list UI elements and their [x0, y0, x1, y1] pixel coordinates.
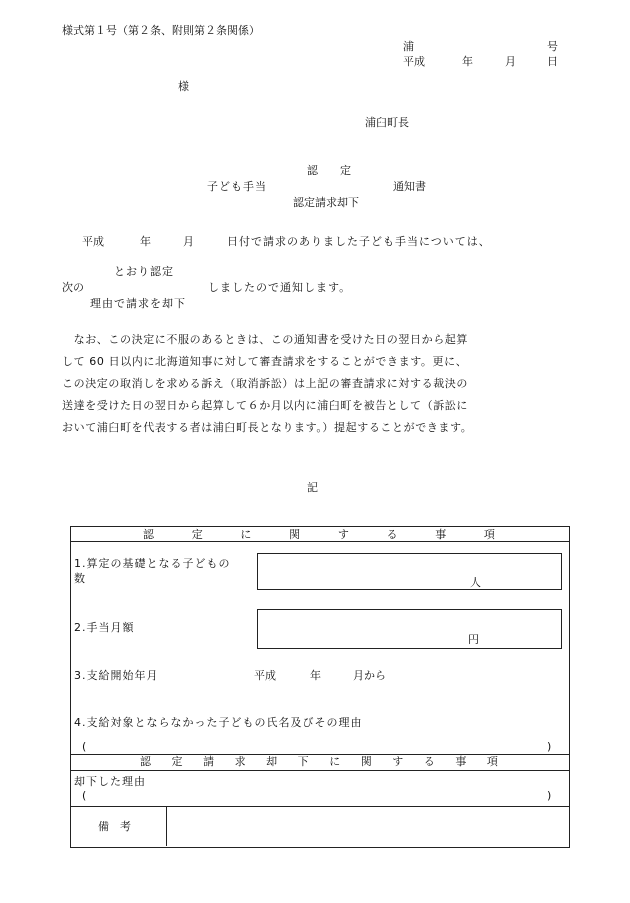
- date-heisei: 平成: [403, 55, 425, 68]
- child-count-field[interactable]: [257, 553, 562, 590]
- section1-header-char: す: [337, 528, 349, 541]
- section2-header-char: に: [329, 755, 341, 768]
- date-tsuki: 月: [505, 55, 516, 68]
- rejection-paren-open: (: [82, 789, 87, 802]
- item3-label: 3.支給開始年月: [74, 669, 159, 682]
- section1-header-char: 事: [435, 528, 447, 541]
- section2-header-char: 求: [234, 755, 246, 768]
- intro-rest: 日付で請求のありました子ども手当については、: [227, 235, 491, 248]
- rejection-paren-close: ): [547, 789, 552, 802]
- section2-header-char: 下: [297, 755, 309, 768]
- section2-header-char: 請: [203, 755, 215, 768]
- remarks-label: 備 考: [98, 820, 131, 833]
- notice-line: この決定の取消しを求める訴え（取消訴訟）は上記の審査請求に対する裁決の: [62, 377, 468, 390]
- section2-header-char: 事: [455, 755, 467, 768]
- item3-kara: 月から: [353, 669, 386, 682]
- title-kyakka: 認定請求却下: [293, 196, 359, 209]
- section2-header-char: 関: [360, 755, 372, 768]
- monthly-amount-unit: 円: [468, 633, 479, 646]
- title-right: 通知書: [393, 180, 426, 193]
- remarks-divider: [70, 806, 569, 807]
- rejection-reason-label: 却下した理由: [74, 775, 146, 788]
- form-number: 様式第１号（第２条、附則第２条関係）: [62, 24, 260, 37]
- section2-header-char: 却: [266, 755, 278, 768]
- section2-header-char: す: [392, 755, 404, 768]
- title-nintei: 認 定: [307, 164, 351, 177]
- section1-header-divider: [70, 541, 569, 542]
- intro-option-nintei: とおり認定: [114, 265, 174, 278]
- item3-heisei: 平成: [254, 669, 276, 682]
- section1-header-char: 関: [289, 528, 301, 541]
- monthly-amount-field[interactable]: [257, 609, 562, 649]
- section1-header: [143, 527, 495, 542]
- remarks-field[interactable]: [168, 808, 566, 845]
- title-left: 子ども手当: [207, 180, 267, 193]
- item3-nen: 年: [310, 669, 321, 682]
- ki-label: 記: [307, 481, 318, 494]
- notice-line: して 60 日以内に北海道知事に対して審査請求をすることができます。更に、: [62, 355, 468, 368]
- section1-header-char: 認: [143, 528, 154, 541]
- section1-header-char: 項: [483, 528, 495, 541]
- intro-tsuki: 月: [183, 235, 194, 248]
- section1-header-char: に: [240, 528, 252, 541]
- intro-option-kyakka: 理由で請求を却下: [90, 297, 186, 310]
- item1-label-line2: 数: [74, 572, 85, 585]
- date-nen: 年: [462, 55, 473, 68]
- intro-shimashita: しましたので通知します。: [208, 281, 352, 294]
- item4-paren-open: (: [82, 740, 87, 753]
- intro-nen: 年: [140, 235, 151, 248]
- notice-line: おいて浦臼町を代表する者は浦臼町長となります。）提起することができます。: [62, 421, 473, 434]
- section2-header-char: 項: [486, 755, 498, 768]
- issuer-mayor: 浦臼町長: [365, 116, 409, 129]
- intro-tsugi: 次の: [62, 281, 84, 294]
- recipient-sama: 様: [178, 80, 189, 93]
- section2-header-char: る: [423, 755, 435, 768]
- item4-paren-close: ): [547, 740, 552, 753]
- section2-header: [140, 754, 498, 770]
- appeal-notice: [62, 329, 562, 439]
- go-label: 号: [547, 40, 558, 53]
- item4-label: 4.支給対象とならなかった子どもの氏名及びその理由: [74, 716, 363, 729]
- notice-line: なお、この決定に不服のあるときは、この通知書を受けた日の翌日から起算: [62, 333, 468, 346]
- child-count-unit: 人: [470, 576, 481, 589]
- ura-label: 浦: [403, 40, 414, 53]
- notice-line: 送達を受けた日の翌日から起算して６か月以内に浦臼町を被告として（訴訟に: [62, 399, 468, 412]
- section2-header-char: 認: [140, 755, 151, 768]
- section1-header-char: る: [386, 528, 398, 541]
- intro-heisei: 平成: [82, 235, 104, 248]
- item2-label: 2.手当月額: [74, 621, 135, 634]
- section2-header-char: 定: [171, 755, 183, 768]
- section1-header-char: 定: [191, 528, 203, 541]
- item1-label-line1: 1.算定の基礎となる子どもの: [74, 557, 231, 570]
- date-hi: 日: [547, 55, 558, 68]
- section2-header-divider: [70, 770, 569, 771]
- remarks-column-divider: [166, 806, 167, 846]
